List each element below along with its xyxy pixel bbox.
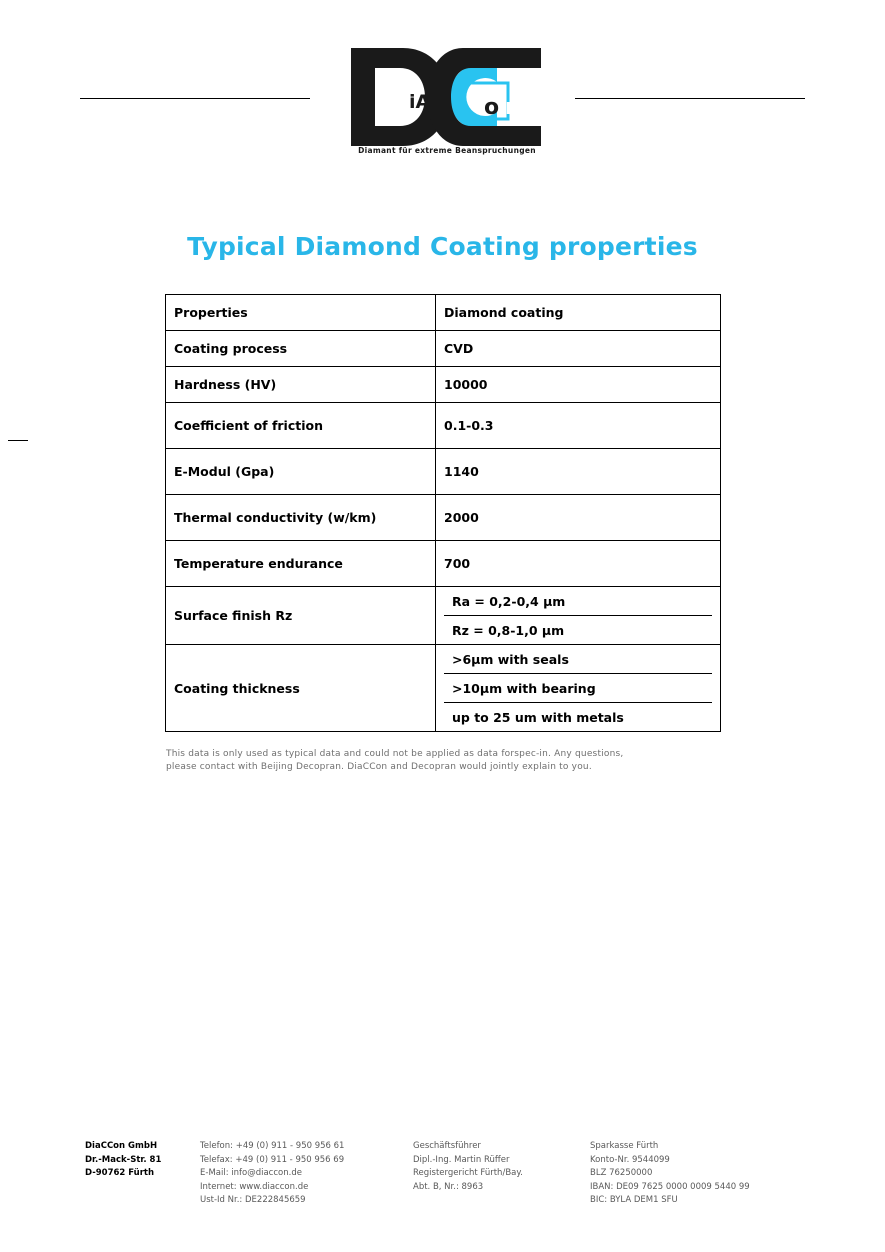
footer-registry-number: Abt. B, Nr.: 8963 [413, 1181, 484, 1192]
logo-mark-icon [345, 42, 545, 152]
row-label: Thermal conductivity (w/km) [166, 495, 436, 541]
sub-value: Rz = 0,8-1,0 µm [452, 622, 565, 638]
row-label: Surface finish Rz [166, 587, 436, 645]
row-label: E-Modul (Gpa) [166, 449, 436, 495]
table-row [166, 331, 721, 367]
footer-company-street: Dr.-Mack-Str. 81 [85, 1154, 162, 1165]
table-header-diamond-coating: Diamond coating [436, 295, 721, 331]
sub-value: >10µm with bearing [444, 674, 712, 703]
table-row-surface-finish [166, 587, 721, 645]
footer-company-block [85, 1140, 195, 1181]
logo-tagline: Diamant für extreme Beanspruchungen [358, 146, 536, 155]
row-value: 0.1-0.3 [436, 403, 721, 449]
svg-text:o: o [484, 95, 500, 120]
footer-management-block [413, 1140, 588, 1194]
row-label: Coefficient of friction [166, 403, 436, 449]
footer-iban: IBAN: DE09 7625 0000 0009 5440 99 [590, 1181, 750, 1192]
footer-bank-name: Sparkasse Fürth [590, 1141, 659, 1151]
page-title: Typical Diamond Coating properties [187, 232, 698, 261]
sub-value: Ra = 0,2-0,4 µm [444, 587, 712, 616]
page-edge-tick [8, 440, 28, 441]
table-row-coating-thickness [166, 645, 721, 732]
footer-website: Internet: www.diaccon.de [200, 1181, 309, 1192]
svg-text:n: n [505, 95, 521, 120]
footer-company-name: DiaCCon GmbH [85, 1141, 158, 1151]
footer-contact-block [200, 1140, 405, 1208]
header-rule-right [575, 98, 805, 99]
row-value-group [436, 587, 721, 645]
footer-bank-block [590, 1140, 820, 1208]
table-row [166, 367, 721, 403]
row-value: CVD [436, 331, 721, 367]
sub-value: >6µm with seals [444, 645, 712, 674]
row-label: Hardness (HV) [166, 367, 436, 403]
header-rule-left [80, 98, 310, 99]
footer-bic: BIC: BYLA DEM1 SFU [590, 1195, 678, 1205]
diaccon-logo [345, 42, 545, 192]
row-value-group [436, 645, 721, 732]
table-row [166, 541, 721, 587]
footer-company-city: D-90762 Fürth [85, 1168, 155, 1178]
note-line-2: please contact with Beijing Decopran. DiaCCon and Decopran would jointly explain to you. [166, 762, 592, 772]
footer-vat-id: Ust-Id Nr.: DE222845659 [200, 1195, 306, 1205]
page-header [0, 40, 885, 170]
row-label: Coating process [166, 331, 436, 367]
row-value: 700 [436, 541, 721, 587]
footer-registry-court: Registergericht Fürth/Bay. [413, 1168, 523, 1178]
svg-text:iA: iA [409, 91, 431, 113]
footer-email: E-Mail: info@diaccon.de [200, 1168, 302, 1178]
disclaimer-note [166, 748, 736, 774]
footer-account-number: Konto-Nr. 9544099 [590, 1154, 670, 1165]
footer-phone: Telefon: +49 (0) 911 - 950 956 61 [200, 1141, 345, 1151]
footer-management-name: Dipl.-Ing. Martin Rüffer [413, 1154, 510, 1165]
sub-value: up to 25 um with metals [452, 709, 624, 725]
footer-management-title: Geschäftsführer [413, 1141, 481, 1151]
table-header-properties: Properties [166, 295, 436, 331]
row-label: Temperature endurance [166, 541, 436, 587]
row-value: 2000 [436, 495, 721, 541]
diamond-coating-properties-table [165, 294, 721, 732]
table-row [166, 403, 721, 449]
table-header-row [166, 295, 721, 331]
row-value: 1140 [436, 449, 721, 495]
note-line-1: This data is only used as typical data and could not be applied as data forspec-in. Any questions, [166, 749, 624, 759]
row-value: 10000 [436, 367, 721, 403]
footer-blz: BLZ 76250000 [590, 1168, 653, 1178]
table-row [166, 495, 721, 541]
table-row [166, 449, 721, 495]
row-label: Coating thickness [166, 645, 436, 732]
footer-fax: Telefax: +49 (0) 911 - 950 956 69 [200, 1154, 345, 1165]
